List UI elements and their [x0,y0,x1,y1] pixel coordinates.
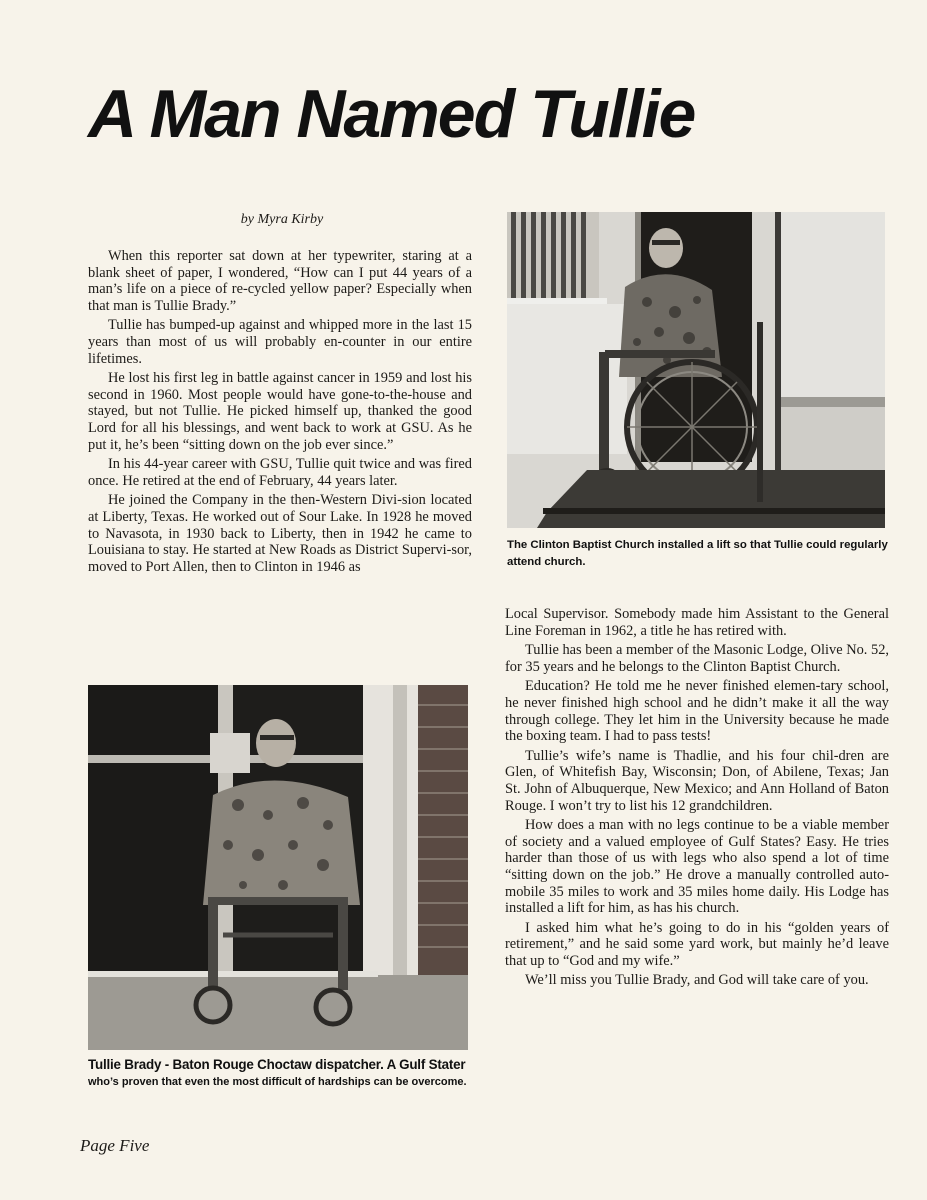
article-title: A Man Named Tullie [88,76,695,152]
paragraph: How does a man with no legs continue to be a viable member of society and a valued employee of Gulf States? Easy. He tries harder than those of us with legs who also spend a lot of time “sitting down on the job.” He drove a manually controlled auto-mobile 35 miles to work and 35 miles home daily. His Lodge has installed a lift for him, as has his church. [505,817,889,917]
paragraph: I asked him what he’s going to do in his “golden years of retirement,” and he said some yard work, but mainly he’d leave that up to “God and my wife.” [505,919,889,969]
paragraph: When this reporter sat down at her typewriter, staring at a blank sheet of paper, I wondered, “How can I put 44 years of a man’s life on a piece of re-cycled yellow paper? Especially when that man is Tullie Brady.” [88,248,472,314]
paragraph: We’ll miss you Tullie Brady, and God will take care of you. [525,972,869,989]
paragraph: Tullie has been a member of the Masonic Lodge, Olive No. 52, for 35 years and he belongs to the Clinton Baptist Church. [505,642,889,675]
paragraph: In his 44-year career with GSU, Tullie quit twice and was fired once. He retired at the end of February, 44 years later. [88,456,472,489]
byline: by Myra Kirby [240,212,324,227]
paragraph: He lost his first leg in battle against cancer in 1959 and lost his second in 1960. Most people would have gone-to-the-house and stayed, but not Tullie. He picked himself up, thanked the good Lord for all his blessings, and went back to work at GSU. As he put it, he’s been “sitting down on the job ever since.” [88,370,472,453]
paragraph: Local Supervisor. Somebody made him Assistant to the General Line Foreman in 1962, a title he has retired with. [505,606,889,639]
paragraph: Tullie’s wife’s name is Thadlie, and his four chil-dren are Glen, of Whitefish Bay, Wisconsin; Don, of Abilene, Texas; Jan St. John of Albuquerque, New Mexico; and Ann Holland of Baton Rouge. I won’t try to list his 12 grandchildren. [505,747,889,814]
right-column [505,606,889,992]
paragraph: Education? He told me he never finished elemen-tary school, he never finished high school and he didn’t make it all the way through college. They let him in the University because he made the boxing team. I had to pass tests! [505,678,889,745]
tullie-walker-caption [88,1056,472,1090]
church-lift-photo-art [507,212,885,528]
church-lift-photo [507,212,885,528]
tullie-walker-photo [88,685,468,1050]
church-lift-caption: The Clinton Baptist Church installed a lift so that Tullie could regularly attend church. [507,539,888,568]
tullie-walker-photo-art [88,685,468,1050]
paragraph: He joined the Company in the then-Western Divi-sion located at Liberty, Texas. He worked out of Sour Lake. In 1928 he moved to Navasota, in 1930 back to Liberty, then in 1942 he came to Louisiana to stay. He started at New Roads as District Supervi-sor, moved to Port Allen, then to Clinton in 1946 as [88,492,472,575]
page-number: Page Five [80,1136,150,1155]
caption-lead: Tullie Brady - Baton Rouge Choctaw dispatcher. A Gulf Stater [88,1057,466,1072]
paragraph: Tullie has bumped-up against and whipped more in the last 15 years than most of us will probably en-counter in our entire lifetimes. [88,317,472,367]
caption-rest: who’s proven that even the most difficult of hardships can be overcome. [88,1076,467,1088]
left-column [88,248,472,578]
